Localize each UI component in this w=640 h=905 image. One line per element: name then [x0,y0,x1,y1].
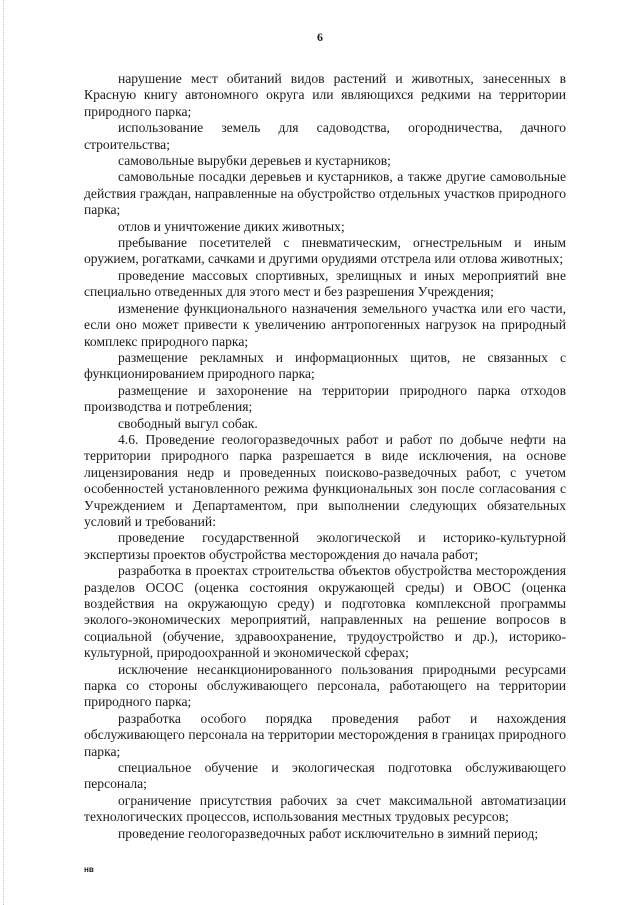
footer-mark: нв [84,865,94,874]
paragraph: изменение функционального назначения земельного участка или его части, если оно может привести к увеличению антропогенных нагрузок на природный комплекс природного парка; [84,300,566,349]
paragraph: пребывание посетителей с пневматическим, огнестрельным и иным оружием, рогатками, сачками и другими орудиями отстрела или отлова животных; [84,235,566,267]
paragraph: проведение массовых спортивных, зрелищных и иных мероприятий вне специально отведенных для этого мест и без разрешения Учреждения; [84,267,566,300]
scan-edge-dots [3,0,5,905]
paragraph: размещение и захоронение на территории природного парка отходов производства и потребления; [84,382,566,415]
paragraph: исключение несанкционированного пользования природными ресурсами парка со стороны обслуживающего персонала, работающего на территории природного парка; [84,661,566,710]
paragraph: ограничение присутствия рабочих за счет максимальной автоматизации технологических процессов, использования местных трудовых ресурсов; [84,792,566,825]
paragraph: самовольные посадки деревьев и кустарников, а также другие самовольные действия граждан, направленные на обустройство отдельных участков природного парка; [84,169,566,218]
paragraph: нарушение мест обитаний видов растений и животных, занесенных в Красную книгу автономного округа или являющихся редкими на территории природного парка; [84,71,566,119]
paragraph: отлов и уничтожение диких животных; [118,218,345,234]
paragraph: свободный выгул собак. [118,415,258,431]
paragraph: проведение государственной экологической и историко-культурной экспертизы проектов обустройства месторождения до начала работ; [84,530,566,562]
paragraph: использование земель для садоводства, огородничества, дачного строительства; [84,120,566,152]
page-number: 6 [317,30,323,44]
paragraph: разработка в проектах строительства объектов обустройства месторождения разделов ОСОС (оценка состояния окружающей среды) и ОВОС (оценка воздействия на окружающую среду) и подготовка комплексной программы эколого-экономических мероприятий, направленных на решение вопросов в социальной (обучение, здравоохранение, трудоустройство и др.), историко-культурной, природоохранной и экономической сферах; [84,563,566,661]
paragraph: проведение геологоразведочных работ исключительно в зимний период; [118,825,539,841]
paragraph: специальное обучение и экологическая подготовка обслуживающего персонала; [84,760,566,792]
body-text [84,71,566,842]
paragraph: самовольные вырубки деревьев и кустарников; [118,153,391,169]
paragraph: размещение рекламных и информационных щитов, не связанных с функционированием природного парка; [84,349,566,382]
paragraph: 4.6. Проведение геологоразведочных работ и работ по добыче нефти на территории природного парка разрешается в виде исключения, на основе лицензирования недр и проведенных поисково-разведочных работ, с учетом особенностей установленного режима функциональных зон после согласования с Учреждением и Департаментом, при выполнении следующих обязательных условий и требований: [84,431,566,529]
paragraph: разработка особого порядка проведения работ и нахождения обслуживающего персонала на территории месторождения в границах природного парка; [84,710,566,759]
